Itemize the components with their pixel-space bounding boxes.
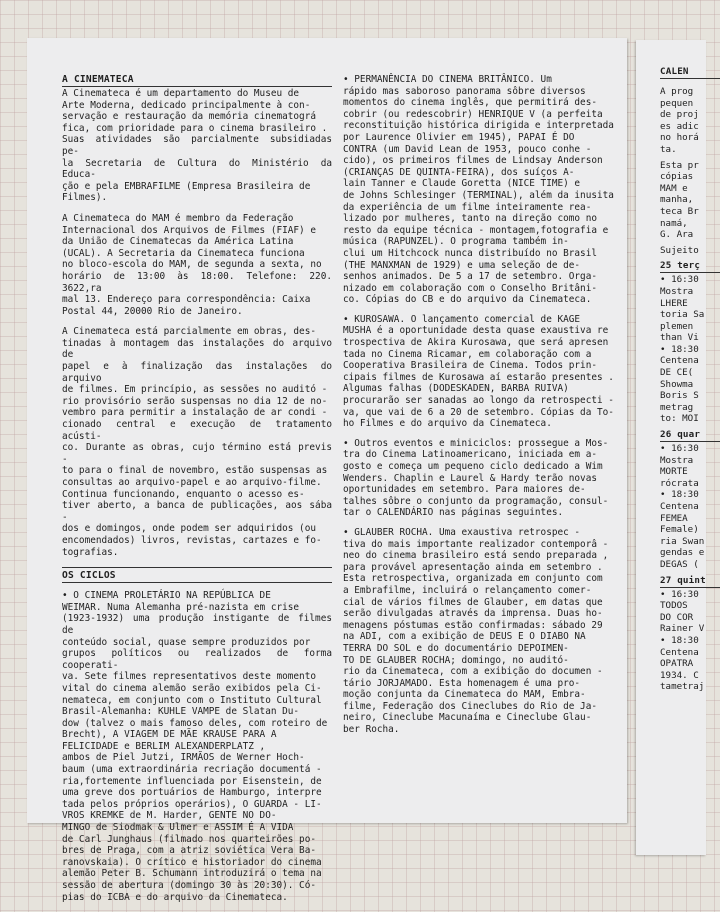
section-divider [62,567,332,568]
calendar-day-27-items: • 16:30 TODOS DO COR Rainer V • 18:30 Centena OPATRA 1934. C tametraj [660,588,705,693]
calendar-day-26-items: • 16:30 Mostra MORTE rócrata • 18:30 Centena FEMEA Female) ria Swan gendas e DEGAS ( [660,443,705,570]
calendar-body: Esta pr cópias MAM e manha, teca Br namá, G. Ara [660,159,699,241]
middle-column [343,74,615,744]
calendar-day-25: 25 terç [660,260,720,273]
paragraph-weimar: • O CINEMA PROLETÁRIO NA REPÚBLICA DE WEIMAR. Numa Alemanha pré-nazista em crise (1923-1932) uma produção instigante de filmes de conteúdo social, quase sempre produzidos por grupos políticos ou realizados de forma cooperati- va. Sete filmes representativos deste momento vital do cinema alemão serão exibidos pela Ci- nemateca, em conjunto com o Instituto Cultural Brasil-Alemanha: KUHLE VAMPE de Slatan Du- dow (talvez o mais famoso deles, com roteiro de Brecht), A VIAGEM DE MÃE KRAUSE PARA A FELICIDADE e BERLIM ALEXANDERPLATZ , ambos de Piel Jutzi, IRMÃOS de Werner Hoch- baum (uma extraordinária recriação documentá - ria,fortemente influenciada por Eisenstein, de uma greve dos portuários de Hamburgo, interpre tada pelos próprios operários), O GUARDA - LI- VROS KREMKE de M. Harder, GENTE NO DO- MINGO de Siodmak & Ulmer e ASSIM É A VIDA de Carl Junghaus (filmado nos quarteirões po- bres de Praga, com a atriz soviética Vera Ba- ranovskaia). O crítico e historiador do cinema alemão Peter B. Schumann introduzirá o tema na sessão de abertura (domingo 30 às 20:30). Có- pias do ICBA e do arquivo da Cinemateca. [62,590,332,903]
calendar-note: Sujeito [660,244,699,256]
paragraph-british-cinema: • PERMANÊNCIA DO CINEMA BRITÂNICO. Um rápido mas saboroso panorama sôbre diversos momentos do cinema inglês, que permitirá des- cobrir (ou redescobrir) HENRIQUE V (a perfeita reconstituição histórica dirigida e interpretada por Laurence Olivier em 1945), PAPAI É DO CONTRA (um David Lean de 1953, pouco conhe - cido), os primeiros filmes de Lindsay Anderson (CRIANÇAS DE QUINTA-FEIRA), dos suíços A- lain Tanner e Claude Goretta (NICE TIME) e de Johns Schlesinger (TERMINAL), além da inusita da experiência de um filme inteiramente rea- lizado por mulheres, tanto na direção como no resto da equipe técnica - montagem,fotografia e música (RAPUNZEL). O programa também in- clui um Hitchcock nunca distribuído no Brasil (THE MANXMAN de 1929) e uma seleção de de- senhos animados. De 5 a 17 de setembro. Orga- nizado em colaboração com o Conselho Britâni- co. Cópias do CB e do arquivo da Cinemateca. [343,74,614,306]
calendar-day-27: 27 quint [660,575,720,588]
section-heading-cinemateca: A CINEMATECA [62,74,332,87]
paragraph-about: A Cinemateca é um departamento do Museu de Arte Moderna, dedicado principalmente à con- servação e restauração da memória cinematográ fica, com prioridade para o cinema brasileiro . Suas atividades são parcialmente subsidiadas pe- la Secretaria de Cultura do Ministério da Educa- ção e pela EMBRAFILME (Empresa Brasileira de Filmes). [62,88,332,204]
paragraph-membership: A Cinemateca do MAM é membro da Federação Internacional dos Arquivos de Filmes (FIAF) e da União de Cinematecas da América Latina (UCAL). A Secretaria da Cinemateca funciona no bloco-escola do MAM, de segunda a sexta, no horário de 13:00 às 18:00. Telefone: 220. 3622,ra mal 13. Endereço para correspondência: Caixa Postal 44, 20000 Rio de Janeiro. [62,212,332,317]
section-heading-ciclos: OS CICLOS [62,570,332,583]
calendar-intro: A prog pequen de proj es adic no horá ta. [660,86,699,155]
paragraph-glauber-rocha: • GLAUBER ROCHA. Uma exaustiva retrospec - tiva do mais importante realizador contemporâ - neo do cinema brasileiro está sendo preparada , para provável apresentação ainda em setembro . Esta retrospectiva, organizada em conjunto com a Embrafilme, incluirá o relançamento comer- cial de vários filmes de Glauber, em datas que serão divulgadas através da imprensa. Duas ho- menagens póstumas estão confirmadas: sábado 29 na ADI, com a exibição de DEUS E O DIABO NA TERRA DO SOL e do documentário DEPOIMEN- TO DE GLAUBER ROCHA; domingo, no auditó- rio da Cinemateca, com a exibição do documen - tário JORJAMADO. Esta homenagem é uma pro- moção conjunta da Cinemateca do MAM, Embra- filme, Federação dos Cineclubes do Rio de Ja- neiro, Cineclube Macunaíma e Cineclube Glau- ber Rocha. [343,526,609,736]
calendar-day-26: 26 quar [660,429,720,442]
calendar-day-25-items: • 16:30 Mostra LHERE toria Sa plemen than Vi • 18:30 Centena DE CE( Showma Boris S metrag to: MOI [660,274,705,425]
right-column-calendar [660,66,720,697]
calendar-heading: CALEN [660,66,720,79]
paragraph-kurosawa: • KUROSAWA. O lançamento comercial de KAGE MUSHA é a oportunidade desta quase exaustiva re trospectiva de Akira Kurosawa, que será apresen tada no Cinema Ricamar, em colaboração com a Cooperativa Brasileira de Cinema. Todos prin- cipais filmes de Kurosawa aí estarão presentes . Algumas falhas (DODESKADEN, BARBA RUIVA) procurarão ser sanadas ao longo da retrospecti - va, que vai de 6 a 20 de setembro. Cópias da To- ho Filmes e do arquivo da Cinemateca. [343,313,614,430]
paragraph-other-events: • Outros eventos e miniciclos: prossegue a Mos- tra do Cinema Latinoamericano, iniciada em a- gosto e começa um pequeno ciclo dedicado a Wim Wenders. Chaplin e Laurel & Hardy terão novas oportunidades em setembro. Para maiores de- talhes sôbre o conjunto da programação, consul- tar o CALENDÁRIO nas páginas seguintes. [343,437,609,519]
left-column [62,74,332,912]
paragraph-renovation: A Cinemateca está parcialmente em obras, des- tinadas à montagem das instalações do arquivo de papel e à finalização das instalações do arquivo de filmes. Em princípio, as sessões no auditó - rio provisório serão suspensas no dia 12 de no- vembro para permitir a instalação de ar condi - cionado central e execução de tratamento acústi- co. Durante as obras, cujo término está previs - to para o final de novembro, estão suspensas as consultas ao arquivo-papel e ao arquivo-filme. Continua funcionando, enquanto o acesso es- tiver aberto, a banca de publicações, aos sába - dos e domingos, onde podem ser adquiridos (ou encomendados) livros, revistas, cartazes e fo- tografias. [62,326,332,558]
